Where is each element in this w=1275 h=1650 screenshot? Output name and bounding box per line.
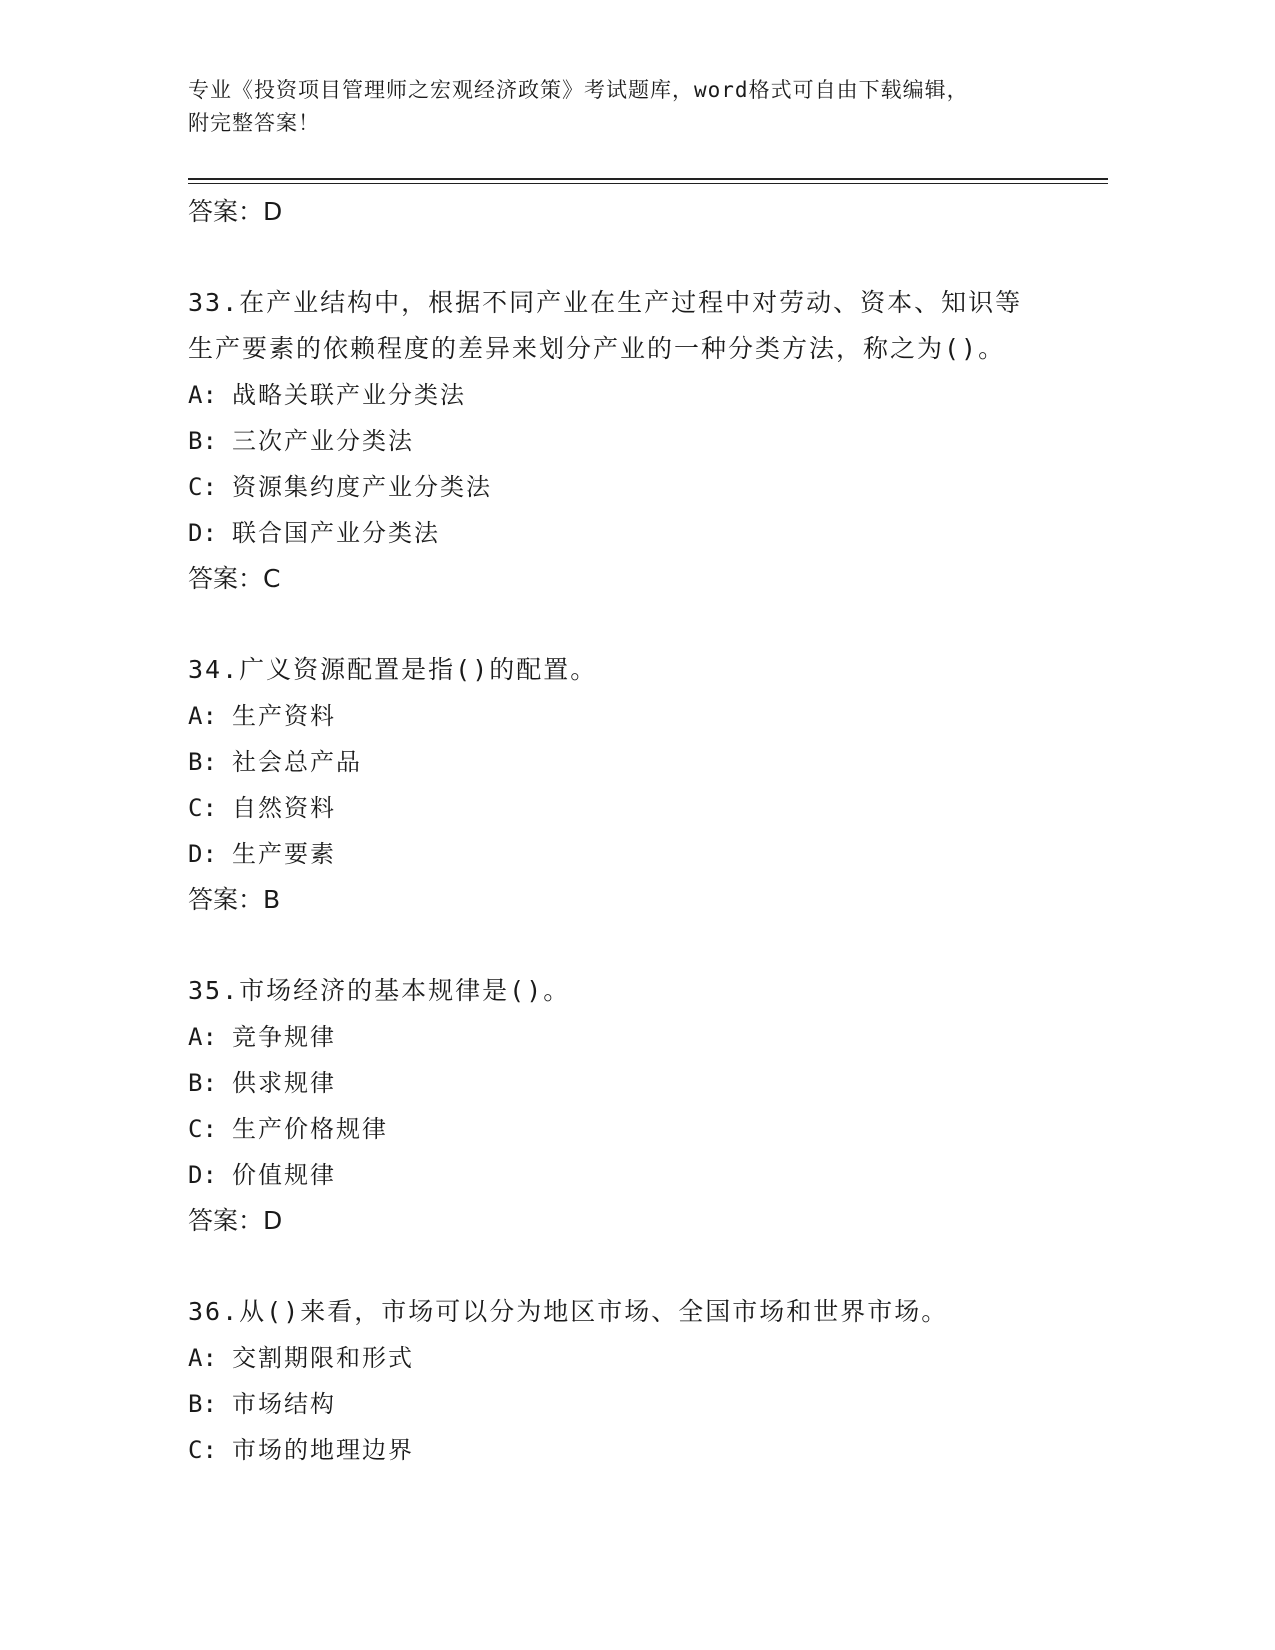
option-key: C:	[188, 473, 217, 501]
question-text-line: 33.在产业结构中，根据不同产业在生产过程中对劳动、资本、知识等	[188, 288, 1023, 317]
option-key: D:	[188, 519, 217, 547]
answer-line: 答案：D	[188, 197, 283, 226]
question-list	[188, 189, 1088, 1473]
question-block	[188, 647, 1088, 923]
option-c	[188, 464, 1088, 510]
option-text: 社会总产品	[232, 748, 362, 776]
question-text-line: 生产要素的依赖程度的差异来划分产业的一种分类方法，称之为()。	[188, 334, 1006, 363]
question-text	[188, 968, 1088, 1014]
option-c	[188, 1106, 1088, 1152]
option-key: D:	[188, 1161, 217, 1189]
option-d	[188, 831, 1088, 877]
option-text: 生产价格规律	[232, 1115, 388, 1143]
option-text: 战略关联产业分类法	[232, 381, 466, 409]
option-key: C:	[188, 794, 217, 822]
question-text	[188, 280, 1088, 372]
question-block	[188, 280, 1088, 602]
option-key: A:	[188, 381, 217, 409]
question-text	[188, 647, 1088, 693]
option-key: B:	[188, 1069, 217, 1097]
question-block	[188, 968, 1088, 1244]
option-text: 竞争规律	[232, 1023, 336, 1051]
option-b	[188, 1381, 1088, 1427]
option-text: 生产资料	[232, 702, 336, 730]
document-header	[188, 74, 1088, 140]
option-text: 供求规律	[232, 1069, 336, 1097]
question-text-line: 35.市场经济的基本规律是()。	[188, 976, 571, 1005]
answer-line: 答案：B	[188, 885, 281, 914]
option-text: 联合国产业分类法	[232, 519, 440, 547]
option-text: 生产要素	[232, 840, 336, 868]
option-text: 自然资料	[232, 794, 336, 822]
option-d	[188, 1152, 1088, 1198]
option-text: 资源集约度产业分类法	[232, 473, 492, 501]
option-a	[188, 1014, 1088, 1060]
option-c	[188, 785, 1088, 831]
option-key: C:	[188, 1436, 217, 1464]
question-block	[188, 1289, 1088, 1473]
question-text-line: 36.从()来看，市场可以分为地区市场、全国市场和世界市场。	[188, 1297, 949, 1326]
header-line-2: 附完整答案！	[188, 111, 320, 135]
option-key: A:	[188, 1344, 217, 1372]
spacer	[188, 235, 1088, 280]
spacer	[188, 923, 1088, 968]
option-c	[188, 1427, 1088, 1473]
option-a	[188, 372, 1088, 418]
question-text-line: 34.广义资源配置是指()的配置。	[188, 655, 598, 684]
header-line-1: 专业《投资项目管理师之宏观经济政策》考试题库，word格式可自由下载编辑，	[188, 78, 969, 102]
option-a	[188, 1335, 1088, 1381]
spacer	[188, 1244, 1088, 1289]
option-d	[188, 510, 1088, 556]
header-divider	[188, 178, 1108, 180]
option-b	[188, 418, 1088, 464]
option-text: 市场的地理边界	[232, 1436, 414, 1464]
option-key: B:	[188, 1390, 217, 1418]
option-a	[188, 693, 1088, 739]
option-key: D:	[188, 840, 217, 868]
option-key: B:	[188, 748, 217, 776]
spacer	[188, 602, 1088, 647]
question-text	[188, 1289, 1088, 1335]
option-key: A:	[188, 702, 217, 730]
option-text: 价值规律	[232, 1161, 336, 1189]
option-text: 市场结构	[232, 1390, 336, 1418]
option-key: C:	[188, 1115, 217, 1143]
option-text: 交割期限和形式	[232, 1344, 414, 1372]
option-b	[188, 739, 1088, 785]
option-b	[188, 1060, 1088, 1106]
answer-line: 答案：C	[188, 564, 281, 593]
header-divider-thin	[188, 183, 1108, 184]
answer-line: 答案：D	[188, 1206, 283, 1235]
option-key: B:	[188, 427, 217, 455]
option-key: A:	[188, 1023, 217, 1051]
option-text: 三次产业分类法	[232, 427, 414, 455]
